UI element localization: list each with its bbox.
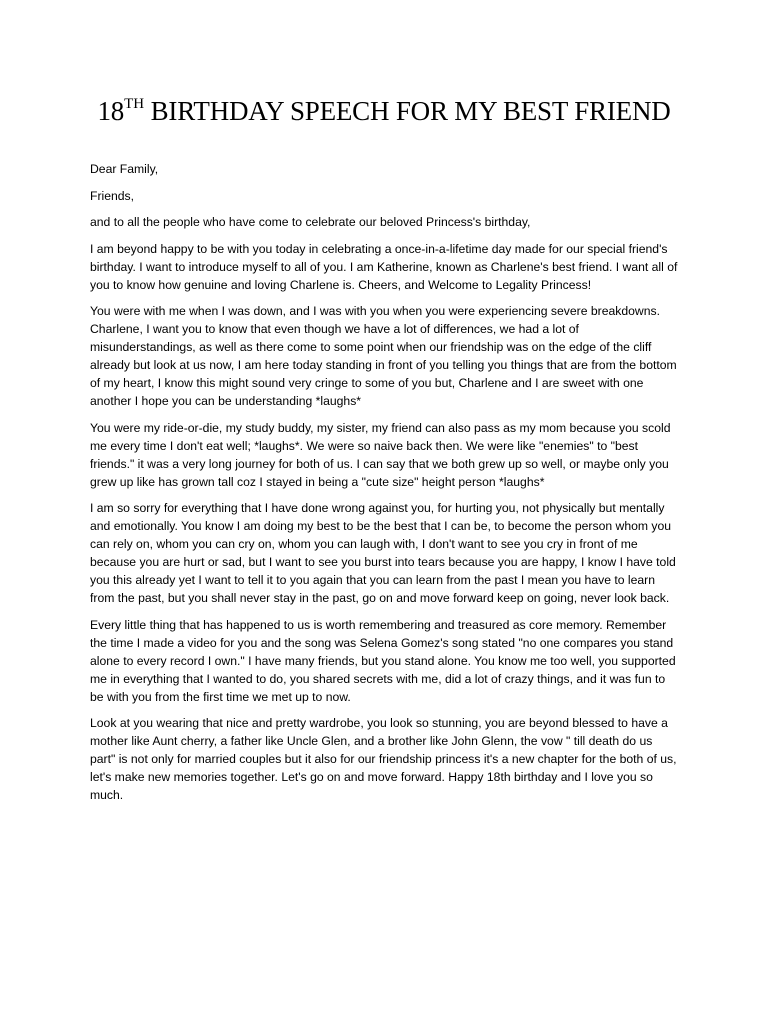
salutation-friends: Friends, <box>90 188 135 203</box>
document-body <box>90 160 680 813</box>
paragraph-memories: Every little thing that has happened to us is worth remembering and treasured as core memory. Remember the time I made a video for you and the song was Selena Gomez's song stated "no one compares you stand alone to every record I own." I have many friends, but you stand alone. You know me too well, you supported me in everything that I wanted to do, you shared secrets with me, did a lot of crazy things, and it was fun to be with you from the first time we met up to now. <box>90 617 676 704</box>
paragraph-ride-or-die: You were my ride-or-die, my study buddy, my sister, my friend can also pass as my mom because you scold me every time I don't eat well; *laughs*. We were so naive back then. We were like "enemies" to "best friends." it was a very long journey for both of us. I can say that we both grew up so well, or maybe only you grew up like has grown tall coz I stayed in being a "cute size" height person *laughs* <box>90 420 671 489</box>
salutation-all: and to all the people who have come to celebrate our beloved Princess's birthday, <box>90 215 531 229</box>
paragraph-introduction: I am beyond happy to be with you today in celebrating a once-in-a-lifetime day made for our special friend's birthday. I want to introduce myself to all of you. I am Katherine, known as Charlene's best friend. I want all of you to know how genuine and loving Charlene is. Cheers, and Welcome to Legality Princess! <box>90 241 678 292</box>
paragraph-apology: I am so sorry for everything that I have done wrong against you, for hurting you, not physically but mentally and emotionally. You know I am doing my best to be the best that I can be, to become the person whom you can rely on, whom you can cry on, whom you can laugh with, I don't want to see you cry in front of me because you are hurt or sad, but I want to see you burst into tears because you are happy, I know I have told you this already yet I want to tell it to you again that you can learn from the past I mean you have to learn from the past, but you shall never stay in the past, go on and move forward keep on going, never look back. <box>90 501 676 605</box>
title-prefix: 18 <box>97 96 125 126</box>
document-title <box>0 94 768 128</box>
title-rest: BIRTHDAY SPEECH FOR MY BEST FRIEND <box>144 96 671 126</box>
paragraph-closing: Look at you wearing that nice and pretty wardrobe, you look so stunning, you are beyond blessed to have a mother like Aunt cherry, a father like Uncle Glen, and a brother like John Glenn, the vow " till death do us part" is not only for married couples but it also for our friendship princess it's a new chapter for the both of us, let's make new memories together. Let's go on and move forward. Happy 18th birthday and I love you so much. <box>90 716 677 802</box>
salutation-family: Dear Family, <box>90 162 159 176</box>
title-superscript: TH <box>124 96 145 112</box>
paragraph-breakdowns: You were with me when I was down, and I was with you when you were experiencing severe breakdowns. Charlene, I want you to know that even though we have a lot of differences, we had a lot of misunderstandings, as well as there come to some point when our friendship was on the edge of the cliff already but look at us now, I am here today standing in front of you telling you things that are from the bottom of my heart, I know this might sound very cringe to some of you but, Charlene and I are sweet with one another I hope you can be understanding *laughs* <box>90 304 677 408</box>
